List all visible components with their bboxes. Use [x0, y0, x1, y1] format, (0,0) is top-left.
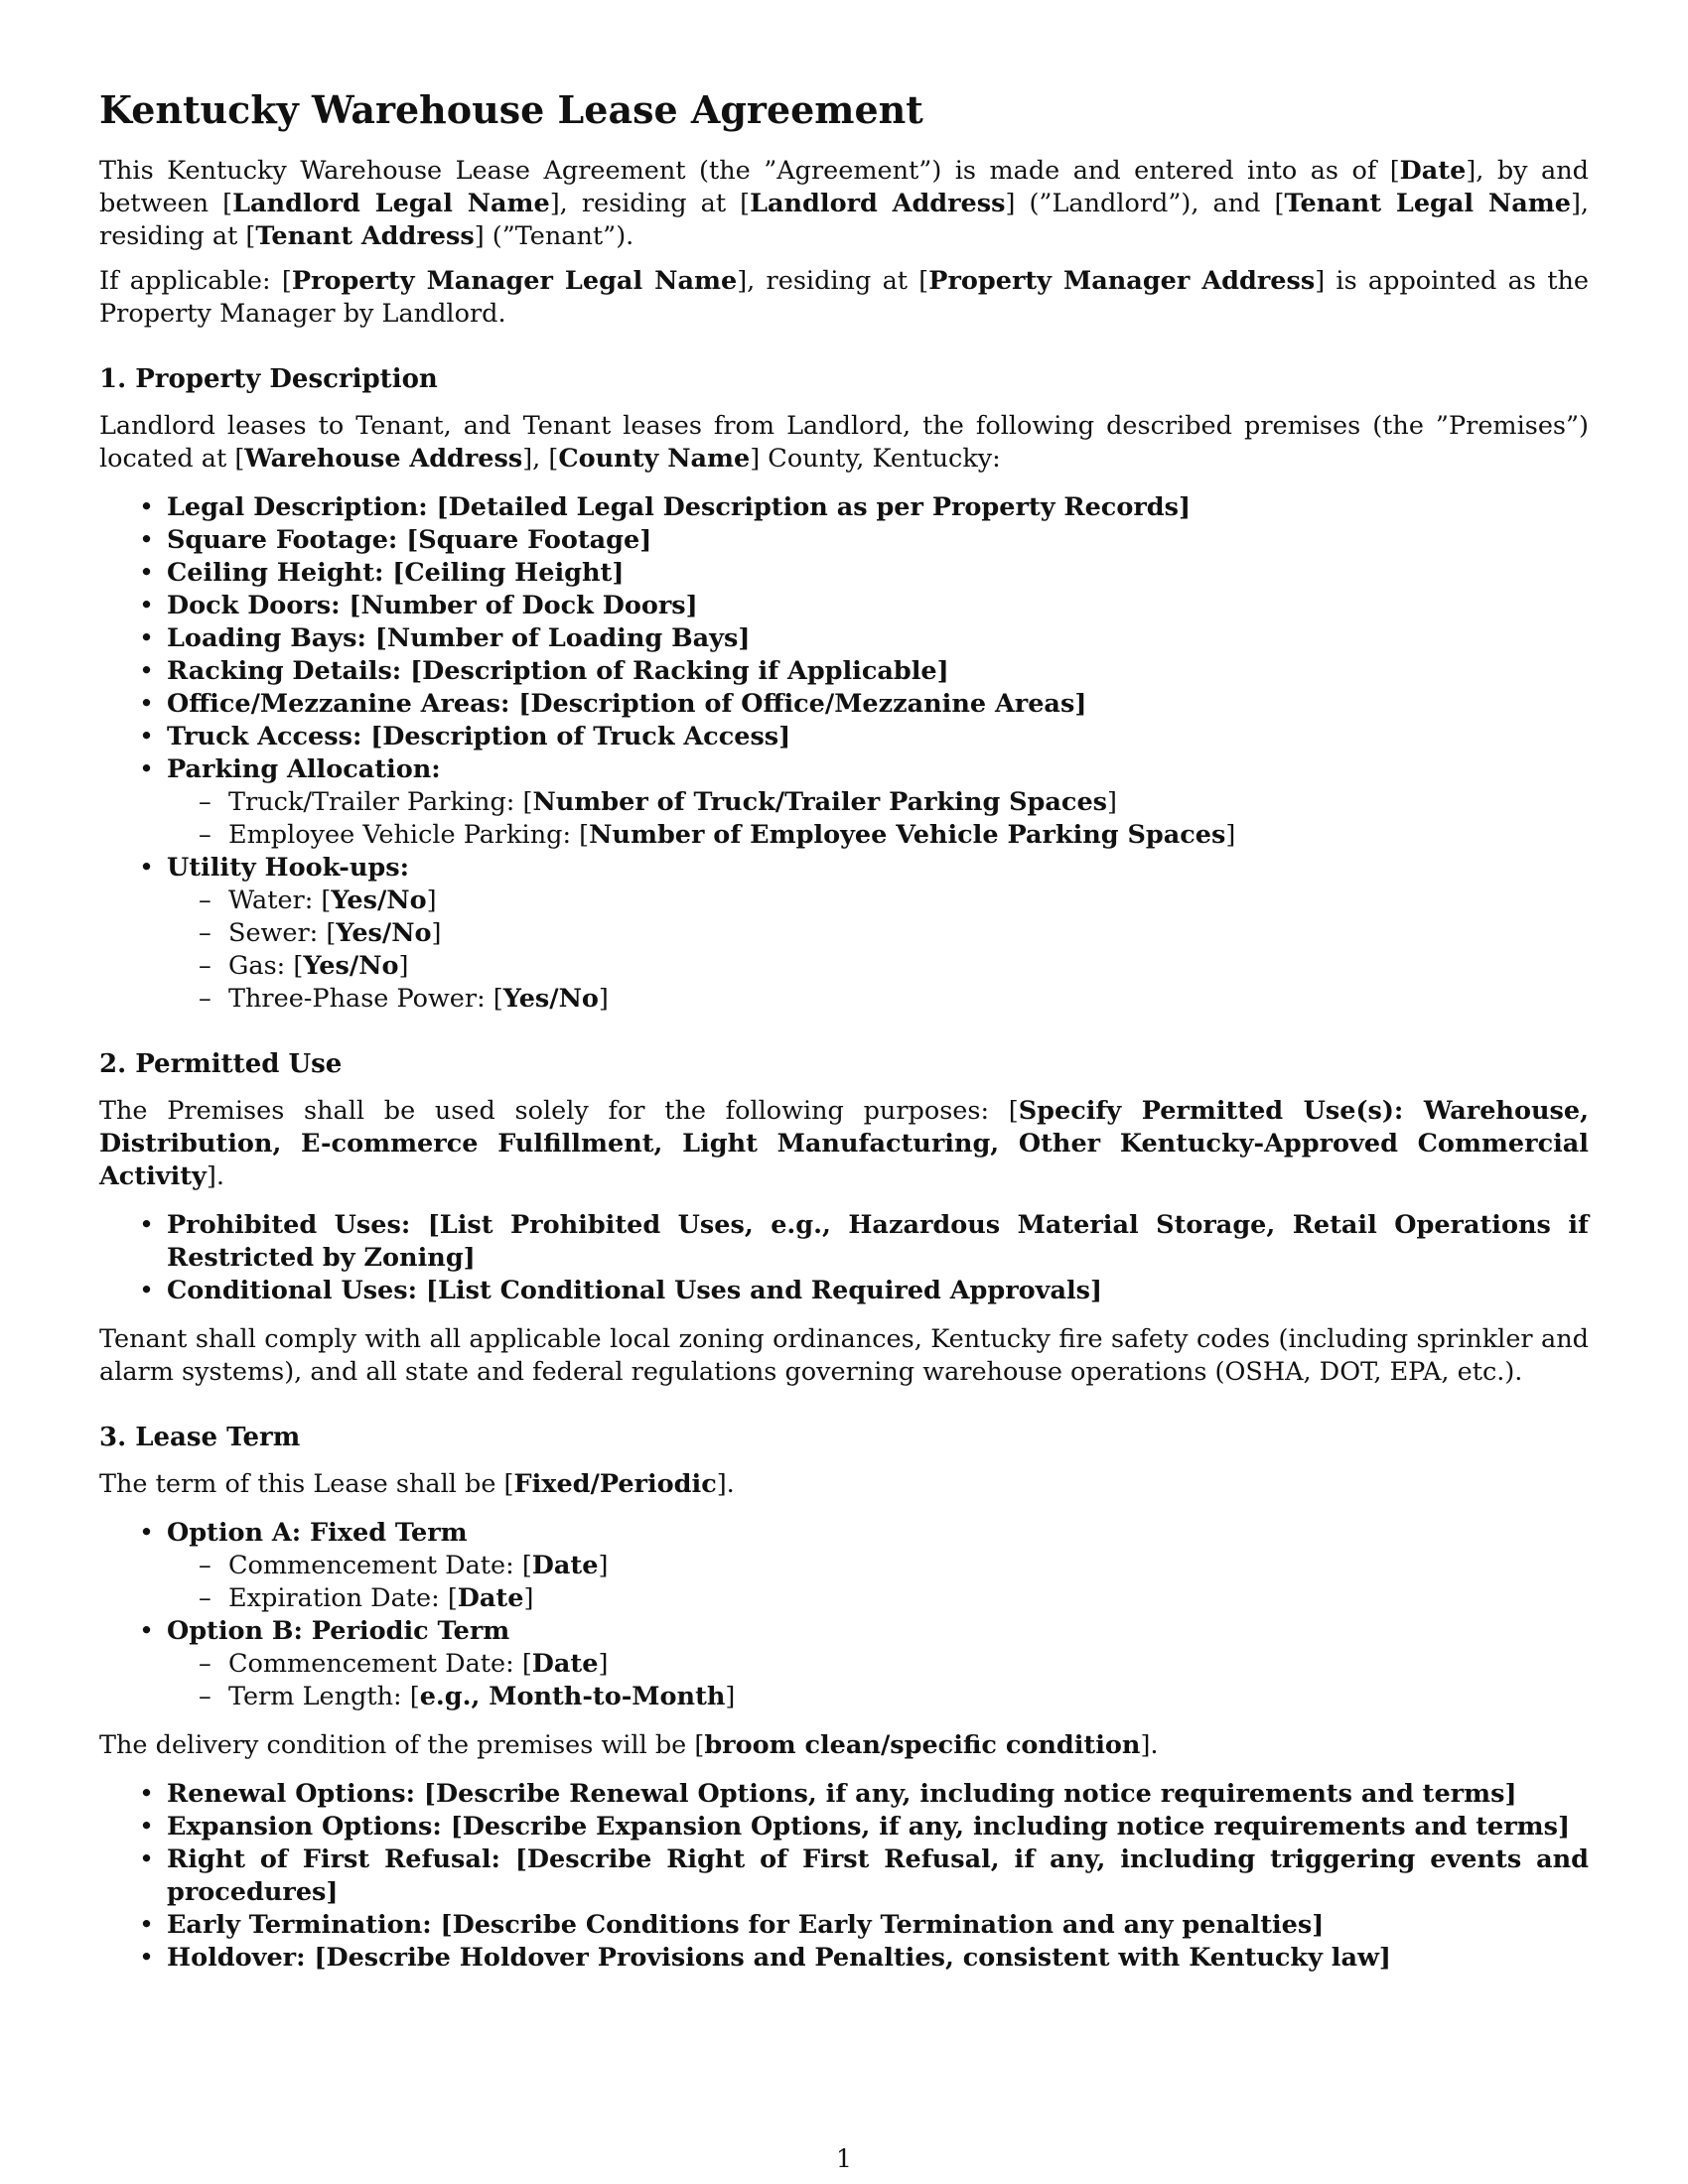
document-title: Kentucky Warehouse Lease Agreement — [99, 87, 923, 132]
intro-text: ] (”Landlord”), and [ — [1005, 189, 1285, 218]
commencement-placeholder: Date — [531, 1649, 599, 1679]
list-item: • Legal Description: [Detailed Legal Description as per Property Records] — [167, 491, 1589, 524]
list-item: • Racking Details: [Description of Racking if Applicable] — [167, 655, 1589, 688]
list-item: • Ceiling Height: [Ceiling Height] — [167, 557, 1589, 590]
truck-parking-label: Truck/Trailer Parking: [ — [228, 787, 533, 817]
employee-parking-label: Employee Vehicle Parking: [ — [228, 820, 590, 850]
intro-text: ], by and between [ — [99, 156, 1589, 218]
permitted-use-paragraph — [99, 1095, 1589, 1193]
sub-list-item: – Employee Vehicle Parking: [Number of Employee Vehicle Parking Spaces] — [228, 819, 1589, 852]
sub-list-item: – Expiration Date: [Date] — [228, 1582, 1589, 1615]
parking-label: Parking Allocation: — [167, 754, 441, 784]
page-number: 1 — [836, 2144, 852, 2173]
intro-text: ], residing at [ — [549, 189, 751, 218]
landlord-address-placeholder: Landlord Address — [750, 189, 1006, 218]
document-page — [99, 87, 1589, 1990]
compliance-paragraph: Tenant shall comply with all applicable local zoning ordinances, Kentucky fire safety codes (including sprinkler and alarm systems), and all state and federal regulations governing warehouse operations (OSHA, DOT, EPA, etc.). — [99, 1324, 1589, 1387]
date-placeholder: Date — [1399, 156, 1467, 186]
sub-list-item: – Sewer: [Yes/No] — [228, 917, 1589, 950]
lease-provisions-list — [99, 1778, 1589, 1975]
expiration-label: Expiration Date: [ — [228, 1583, 458, 1613]
s3-text: ]. — [1140, 1730, 1159, 1760]
power-label: Three-Phase Power: [ — [228, 984, 503, 1014]
employee-parking-placeholder: Number of Employee Vehicle Parking Spaces — [589, 820, 1226, 850]
sub-list-item: – Commencement Date: [Date] — [228, 1550, 1589, 1582]
intro-paragraph — [99, 155, 1589, 253]
s1-text: Landlord leases to Tenant, and Tenant leases from Landlord, the following described premises (the ”Premises”) located at [ — [99, 411, 1589, 474]
use-restrictions-list — [99, 1209, 1589, 1307]
s1-text: ] County, Kentucky: — [750, 444, 1001, 474]
option-b-sublist — [167, 1648, 1589, 1713]
delivery-condition-placeholder: broom clean/specific condition — [704, 1730, 1141, 1760]
intro-text: ] (”Tenant”). — [474, 221, 634, 251]
sewer-placeholder: Yes/No — [336, 918, 432, 948]
section-heading-permitted-use: 2. Permitted Use — [99, 1049, 343, 1079]
s3-text: ]. — [716, 1469, 735, 1499]
list-item: • Right of First Refusal: [Describe Right of First Refusal, if any, including triggering events and procedures] — [167, 1843, 1589, 1909]
parking-sublist — [167, 786, 1589, 852]
delivery-condition-paragraph — [99, 1729, 1589, 1762]
pm-name-placeholder: Property Manager Legal Name — [291, 266, 738, 296]
commencement-label: Commencement Date: [ — [228, 1551, 532, 1580]
utilities-label: Utility Hook-ups: — [167, 853, 410, 883]
list-item: • Office/Mezzanine Areas: [Description of Office/Mezzanine Areas] — [167, 688, 1589, 721]
warehouse-address-placeholder: Warehouse Address — [244, 444, 523, 474]
option-b-label: Option B: Periodic Term — [167, 1616, 510, 1646]
section-heading-property-description: 1. Property Description — [99, 364, 438, 394]
sewer-label: Sewer: [ — [228, 918, 337, 948]
lease-term-paragraph — [99, 1468, 1589, 1501]
sub-list-item: – Term Length: [e.g., Month-to-Month] — [228, 1681, 1589, 1713]
s2-text: ]. — [206, 1161, 224, 1191]
pm-address-placeholder: Property Manager Address — [928, 266, 1316, 296]
property-details-list — [99, 491, 1589, 1016]
gas-label: Gas: [ — [228, 951, 304, 981]
commencement-label: Commencement Date: [ — [228, 1649, 532, 1679]
list-item: • Expansion Options: [Describe Expansion Options, if any, including notice requirements and terms] — [167, 1811, 1589, 1843]
list-item-option-a — [167, 1517, 1589, 1615]
pm-text: ] is appointed as the Property Manager by Landlord. — [99, 266, 1589, 329]
intro-text: ], residing at [ — [99, 189, 1590, 251]
list-item-utilities — [167, 852, 1589, 1016]
pm-text: ], residing at [ — [737, 266, 929, 296]
list-item-parking — [167, 753, 1589, 852]
list-item: • Renewal Options: [Describe Renewal Options, if any, including notice requirements and terms] — [167, 1778, 1589, 1811]
list-item: • Dock Doors: [Number of Dock Doors] — [167, 590, 1589, 622]
list-item-option-b — [167, 1615, 1589, 1713]
intro-text: This Kentucky Warehouse Lease Agreement (the ”Agreement”) is made and entered into as of [ — [99, 156, 1400, 186]
term-length-label: Term Length: [ — [228, 1682, 420, 1711]
term-length-placeholder: e.g., Month-to-Month — [419, 1682, 726, 1711]
s2-text: The Premises shall be used solely for the following purposes: [ — [99, 1096, 1019, 1126]
list-item: • Early Termination: [Describe Conditions for Early Termination and any penalties] — [167, 1909, 1589, 1942]
s3-text: The delivery condition of the premises will be [ — [99, 1730, 705, 1760]
sub-list-item: – Commencement Date: [Date] — [228, 1648, 1589, 1681]
property-manager-paragraph — [99, 265, 1589, 331]
option-a-sublist — [167, 1550, 1589, 1615]
sub-list-item: – Truck/Trailer Parking: [Number of Truck/Trailer Parking Spaces] — [228, 786, 1589, 819]
sub-list-item: – Water: [Yes/No] — [228, 885, 1589, 917]
option-a-label: Option A: Fixed Term — [167, 1518, 468, 1548]
tenant-address-placeholder: Tenant Address — [255, 221, 475, 251]
utilities-sublist — [167, 885, 1589, 1016]
expiration-placeholder: Date — [457, 1583, 524, 1613]
water-label: Water: [ — [228, 886, 332, 915]
list-item: • Holdover: [Describe Holdover Provisions and Penalties, consistent with Kentucky law] — [167, 1942, 1589, 1975]
truck-parking-placeholder: Number of Truck/Trailer Parking Spaces — [532, 787, 1108, 817]
water-placeholder: Yes/No — [331, 886, 427, 915]
s1-text: ], [ — [522, 444, 559, 474]
s3-text: The term of this Lease shall be [ — [99, 1469, 514, 1499]
gas-placeholder: Yes/No — [303, 951, 399, 981]
term-type-placeholder: Fixed/Periodic — [513, 1469, 717, 1499]
property-description-paragraph — [99, 410, 1589, 476]
list-item: • Loading Bays: [Number of Loading Bays] — [167, 622, 1589, 655]
commencement-placeholder: Date — [531, 1551, 599, 1580]
tenant-name-placeholder: Tenant Legal Name — [1284, 189, 1571, 218]
list-item: • Conditional Uses: [List Conditional Uses and Required Approvals] — [167, 1275, 1589, 1307]
section-heading-lease-term: 3. Lease Term — [99, 1423, 301, 1452]
list-item: • Truck Access: [Description of Truck Access] — [167, 721, 1589, 753]
permitted-uses-placeholder: Specify Permitted Use(s): Warehouse, Distribution, E-commerce Fulfillment, Light Manufacturing, Other Kentucky-Approved Commercial Activity — [99, 1096, 1589, 1191]
term-options-list — [99, 1517, 1589, 1713]
sub-list-item: – Three-Phase Power: [Yes/No] — [228, 983, 1589, 1016]
county-placeholder: County Name — [558, 444, 751, 474]
power-placeholder: Yes/No — [502, 984, 599, 1014]
landlord-name-placeholder: Landlord Legal Name — [232, 189, 550, 218]
pm-text: If applicable: [ — [99, 266, 292, 296]
list-item: • Square Footage: [Square Footage] — [167, 524, 1589, 557]
list-item: • Prohibited Uses: [List Prohibited Uses, e.g., Hazardous Material Storage, Retail Operations if Restricted by Zoning] — [167, 1209, 1589, 1275]
sub-list-item: – Gas: [Yes/No] — [228, 950, 1589, 983]
